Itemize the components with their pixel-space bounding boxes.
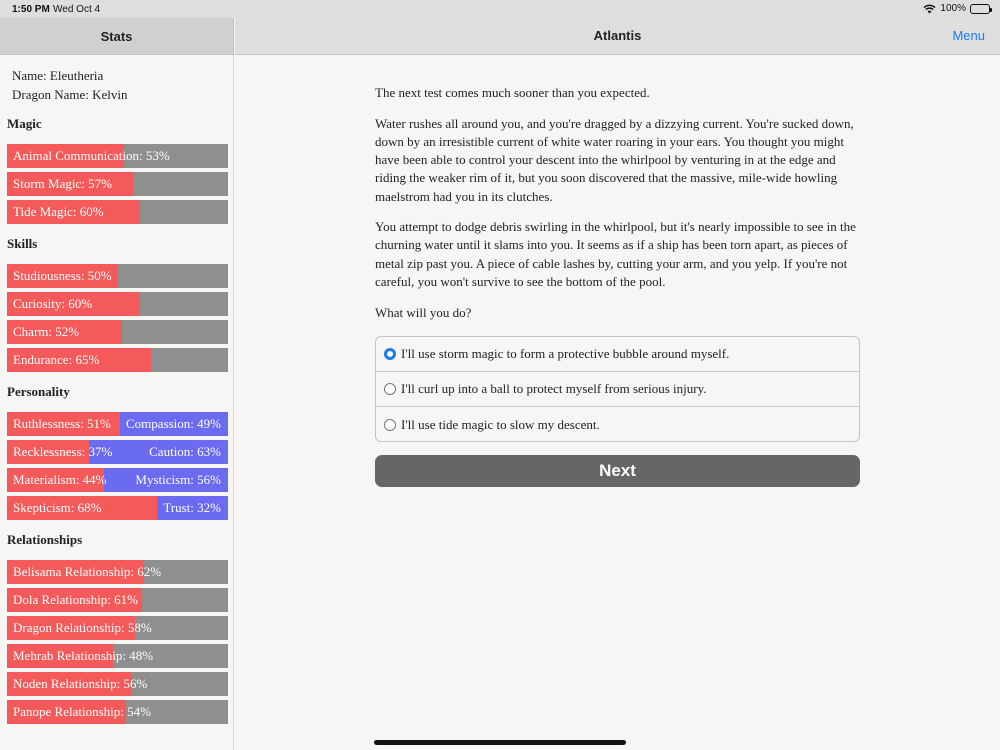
radio-icon[interactable] (384, 348, 396, 360)
section-title-relationships: Relationships (7, 532, 83, 547)
radio-icon[interactable] (384, 419, 396, 431)
character-name: Name: Eleutheria (12, 68, 104, 83)
stats-sidebar (0, 55, 234, 750)
stat-bar (7, 644, 228, 668)
opposed-stat-bar (7, 412, 228, 436)
stat-bar-label: Curiosity: 60% (13, 296, 93, 311)
radio-icon[interactable] (384, 383, 396, 395)
menu-button[interactable]: Menu (952, 28, 985, 43)
stat-bar-left-label: Recklessness: 37% (13, 444, 113, 459)
stat-bar-label: Storm Magic: 57% (13, 176, 112, 191)
stat-bar-label: Endurance: 65% (13, 352, 100, 367)
choice-list (375, 336, 860, 442)
stat-bar-right-label: Mysticism: 56% (135, 472, 221, 487)
opposed-stat-bar (7, 468, 228, 492)
opposed-stat-bar (7, 496, 228, 520)
stat-bar (7, 672, 228, 696)
story-paragraph: You attempt to dodge debris swirling in the whirlpool, but it's nearly impossible to see in the churning water until it slams into you. It seems as if a ship has been torn apart, as pieces of metal zip past you. A piece of cable lashes by, cutting your arm, and you yelp. If you're not careful, you won't survive to see the bottom of the pool. (375, 219, 856, 289)
stat-bar (7, 144, 228, 168)
sidebar-title: Stats (0, 18, 234, 55)
status-right (923, 3, 990, 14)
stat-bar-label: Noden Relationship: 56% (13, 676, 148, 691)
story-paragraph: The next test comes much sooner than you expected. (375, 85, 650, 100)
wifi-icon (923, 4, 936, 14)
stat-bar (7, 348, 228, 372)
stat-bar-right-label: Caution: 63% (149, 444, 221, 459)
section-title-magic: Magic (7, 116, 42, 131)
next-button[interactable]: Next (375, 455, 860, 487)
stat-bar-label: Charm: 52% (13, 324, 80, 339)
character-info (0, 55, 233, 104)
stat-bar-label: Panope Relationship: 54% (13, 704, 151, 719)
dragon-name: Dragon Name: Kelvin (12, 86, 128, 102)
stat-bar (7, 560, 228, 584)
choice-option[interactable] (376, 337, 859, 372)
stat-bar (7, 616, 228, 640)
stat-bar (7, 320, 228, 344)
stat-bar-left-label: Materialism: 44% (13, 472, 107, 487)
story-text (375, 84, 861, 334)
opposed-stat-bar (7, 440, 228, 464)
stat-bar-right-label: Compassion: 49% (126, 416, 221, 431)
stat-bar (7, 292, 228, 316)
status-time: 1:50 PM (12, 4, 50, 15)
choice-label: I'll use storm magic to form a protective bubble around myself. (401, 346, 730, 361)
choice-option[interactable] (376, 372, 859, 407)
nav-bar (235, 18, 1000, 55)
story-paragraph: Water rushes all around you, and you're dragged by a dizzying current. You're sucked down, down by an irresistible current of white water roaring in your ears. You thought you might have been able to control your descent into the whirlpool by venturing in at the edge and riding the weaker rim of it, but you soon discovered that the massive, mile-wide howling maelstrom had you in its clutches. (375, 115, 854, 204)
stat-bar-left-label: Ruthlessness: 51% (13, 416, 111, 431)
section-title-skills: Skills (7, 236, 38, 251)
home-indicator[interactable] (374, 740, 626, 745)
stat-bar-label: Tide Magic: 60% (13, 204, 104, 219)
choice-label: I'll curl up into a ball to protect myself from serious injury. (401, 381, 707, 396)
stat-bar-label: Mehrab Relationship: 48% (13, 648, 154, 663)
stat-bar-right-label: Trust: 32% (163, 500, 221, 515)
stat-bar (7, 264, 228, 288)
choice-option[interactable] (376, 407, 859, 442)
battery-percent: 100% (940, 3, 966, 14)
stat-bar (7, 588, 228, 612)
stat-bar-label: Belisama Relationship: 62% (13, 564, 162, 579)
stat-bar-label: Animal Communication: 53% (13, 148, 170, 163)
stat-bar-left-label: Skepticism: 68% (13, 500, 102, 515)
stat-bar (7, 700, 228, 724)
story-question: What will you do? (375, 304, 472, 320)
stat-bar (7, 172, 228, 196)
stat-bar (7, 200, 228, 224)
stat-bar-label: Studiousness: 50% (13, 268, 112, 283)
status-bar (0, 0, 1000, 18)
choice-label: I'll use tide magic to slow my descent. (401, 416, 600, 432)
stat-bar-label: Dola Relationship: 61% (13, 592, 138, 607)
stat-bar-label: Dragon Relationship: 58% (13, 620, 152, 635)
section-title-personality: Personality (7, 384, 70, 399)
status-date: Wed Oct 4 (53, 4, 101, 15)
page-title: Atlantis (593, 28, 642, 43)
battery-icon (970, 4, 990, 14)
